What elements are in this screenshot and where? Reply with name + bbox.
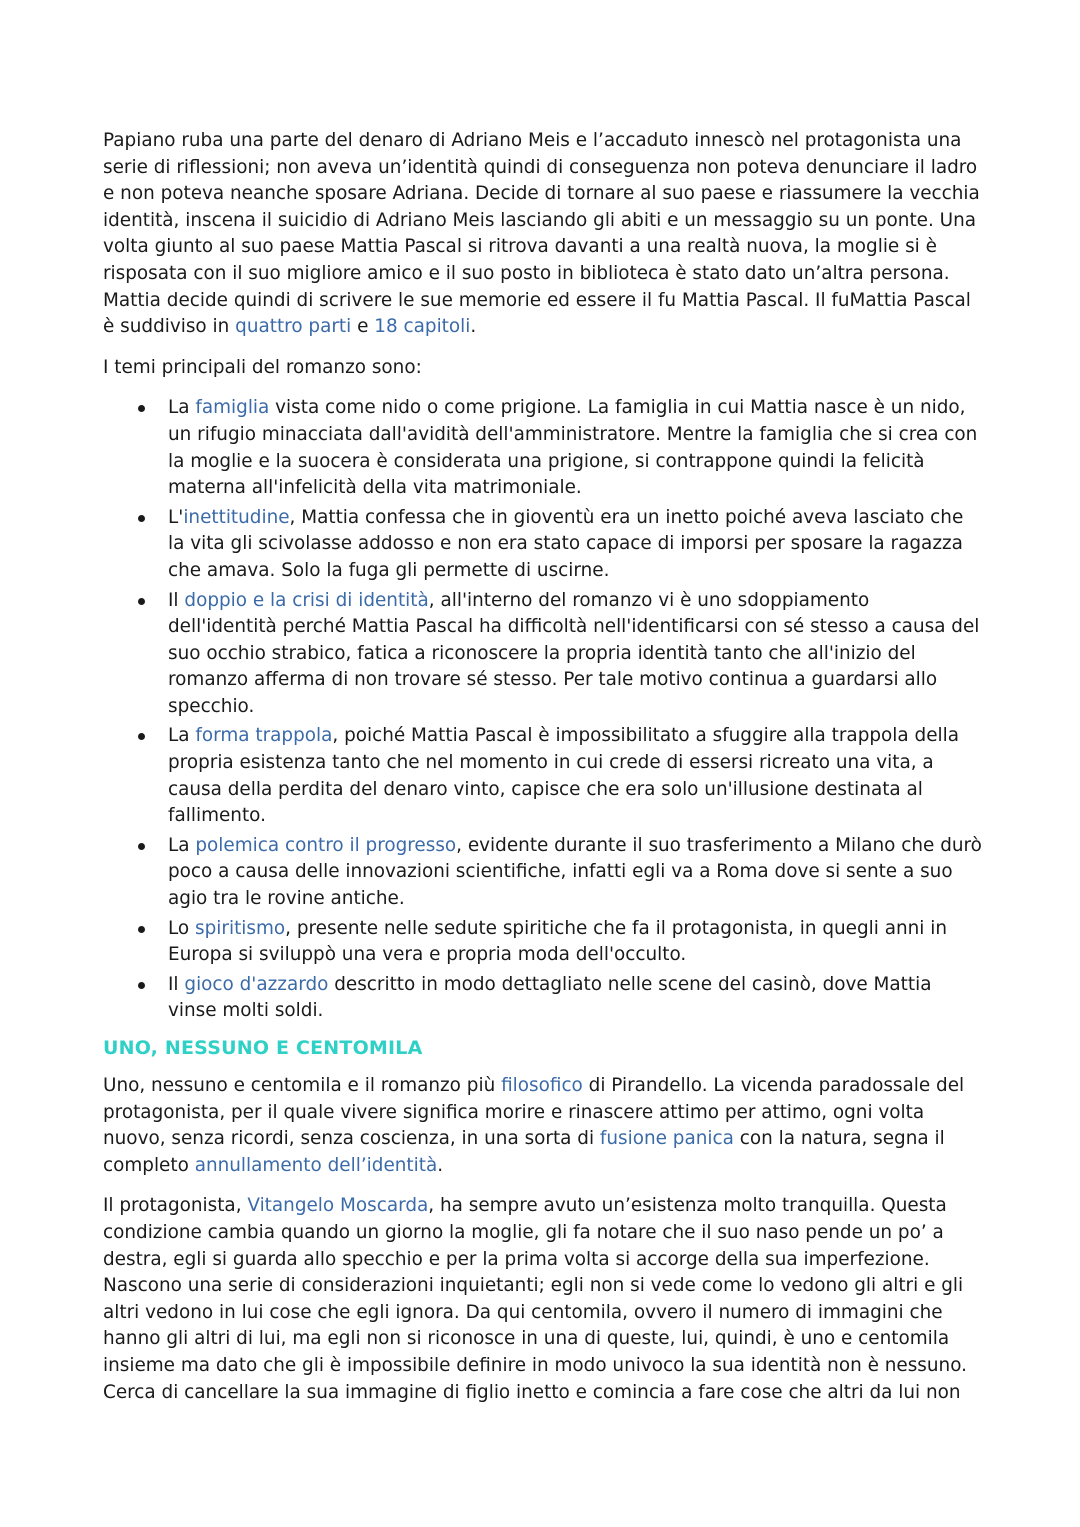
highlight-term: gioco d'azzardo bbox=[184, 973, 329, 995]
paragraph-uno-nessuno bbox=[103, 1073, 983, 1179]
list-item bbox=[168, 833, 983, 913]
highlight-term: doppio e la crisi di identità bbox=[184, 589, 429, 611]
list-item bbox=[168, 505, 983, 585]
highlight-quattro-parti: quattro parti bbox=[235, 316, 352, 338]
highlight-term: forma trappola bbox=[195, 725, 333, 747]
text-run: , evidente durante il suo trasferimento a Milano che durò poco a causa delle innovazioni scientifiche, infatti egli va a Roma dove si sente a suo agio tra le rovine antiche. bbox=[168, 834, 982, 910]
text-run: e bbox=[351, 316, 375, 338]
text-run: , all'interno del romanzo vi è uno sdoppiamento dell'identità perché Mattia Pascal ha difficoltà nell'identificarsi con sé stesso a causa del suo occhio strabico, fatica a riconoscere la propria identità tanto che all'inizio del romanzo afferma di non trovare sé stesso. Per tale motivo continua a guardarsi allo specchio. bbox=[168, 589, 980, 717]
text-run: di Pirandello. La vicenda paradossale del protagonista, per il quale vivere significa morire e rinascere attimo per attimo, ogni volta nuovo, senza ricordi, senza coscienza, in una sorta di bbox=[103, 1075, 965, 1150]
paragraph-mattia-pascal bbox=[103, 128, 983, 341]
text-run: La bbox=[168, 397, 196, 419]
highlight-vitangelo-moscarda: Vitangelo Moscarda bbox=[247, 1195, 429, 1217]
highlight-term: inettitudine bbox=[183, 506, 290, 528]
list-item bbox=[168, 588, 983, 721]
highlight-term: spiritismo bbox=[195, 917, 286, 939]
text-run: , Mattia confessa che in gioventù era un inetto poiché aveva lasciato che la vita gli scivolasse addosso e non era stato capace di imporsi per sposare la ragazza che amava. Solo la fuga gli permette di uscirne. bbox=[168, 506, 964, 581]
themes-intro: I temi principali del romanzo sono: bbox=[103, 356, 422, 378]
text-run: Il bbox=[168, 973, 185, 995]
themes-list bbox=[103, 395, 983, 1025]
text-run: , poiché Mattia Pascal è impossibilitato a sfuggire alla trappola della propria esistenza tanto che nel momento in cui crede di essersi ricreato una vita, a causa della perdita del denaro vinto, capisce che era solo un'illusione destinata al fallimento. bbox=[168, 725, 960, 827]
list-item bbox=[168, 972, 983, 1025]
highlight-annullamento: annullamento dell’identità bbox=[194, 1154, 438, 1176]
highlight-term: polemica contro il progresso bbox=[195, 834, 457, 856]
text-run: Il bbox=[168, 589, 185, 611]
text-run: La bbox=[168, 725, 196, 747]
text-run: vista come nido o come prigione. La famiglia in cui Mattia nasce è un nido, un rifugio minacciata dall'avidità dell'amministratore. Mentre la famiglia che si crea con la moglie e la suocera è considerata una prigione, si contrappone quindi la felicità materna all'infelicità della vita matrimoniale. bbox=[168, 397, 978, 499]
list-item bbox=[168, 723, 983, 829]
text-run: Papiano ruba una parte del denaro di Adriano Meis e l’accaduto innescò nel protagonista una serie di riflessioni; non aveva un’identità quindi di conseguenza non poteva denunciare il ladro e non poteva neanche sposare Adriana. Decide di tornare al suo paese e riassumere la vecchia identità, inscena il suicidio di Adriano Meis lasciando gli abiti e un messaggio su un ponte. Una volta giunto al suo paese Mattia Pascal si ritrova davanti a una realtà nuova, la moglie si è risposata con il suo migliore amico e il suo posto in biblioteca è stato dato un’altra persona. Mattia decide quindi di scrivere le sue memorie ed essere il fu Mattia Pascal. Il fuMattia Pascal è suddiviso in bbox=[103, 130, 980, 338]
highlight-term: famiglia bbox=[195, 397, 270, 419]
document-page bbox=[103, 128, 983, 1406]
text-run: descritto in modo dettagliato nelle scene del casinò, dove Mattia vinse molti soldi. bbox=[168, 973, 932, 1022]
section-title-uno-nessuno: UNO, NESSUNO E CENTOMILA bbox=[103, 1037, 423, 1059]
text-run: con la natura, segna il completo bbox=[103, 1128, 945, 1176]
text-run: L' bbox=[168, 506, 184, 528]
text-run: Uno, nessuno e centomila e il romanzo più bbox=[103, 1075, 502, 1096]
text-run: , presente nelle sedute spiritiche che fa il protagonista, in quegli anni in Europa si sviluppò una vera e propria moda dell'occulto. bbox=[168, 917, 948, 966]
text-run: La bbox=[168, 834, 196, 856]
paragraph-vitangelo bbox=[103, 1193, 983, 1406]
text-run: Lo bbox=[168, 917, 196, 939]
highlight-18-capitoli: 18 capitoli bbox=[374, 316, 471, 338]
highlight-filosofico: filosofico bbox=[501, 1075, 583, 1096]
text-run: , ha sempre avuto un’esistenza molto tranquilla. Questa condizione cambia quando un giorno la moglie, gli fa notare che il suo naso pende un po’ a destra, egli si guarda allo specchio e per la prima volta si accorge della sua imperfezione. Nascono una serie di considerazioni inquietanti; egli non si vede come lo vedono gli altri e gli altri vedono in lui cose che egli ignora. Da qui centomila, ovvero il numero di immagini che hanno gli altri di lui, ma egli non si riconosce in una di queste, lui, quindi, è uno e centomila insieme ma dato che gli è impossibile definire in modo univoco la sua identità non è nessuno. Cerca di cancellare la sua immagine di figlio inetto e comincia a fare cose che altri da lui non bbox=[103, 1195, 967, 1403]
highlight-fusione-panica: fusione panica bbox=[599, 1128, 734, 1150]
list-item bbox=[168, 395, 983, 501]
text-run: . bbox=[470, 316, 477, 338]
text-run: Il protagonista, bbox=[103, 1195, 248, 1217]
text-run: . bbox=[437, 1154, 444, 1176]
list-item bbox=[168, 916, 983, 969]
